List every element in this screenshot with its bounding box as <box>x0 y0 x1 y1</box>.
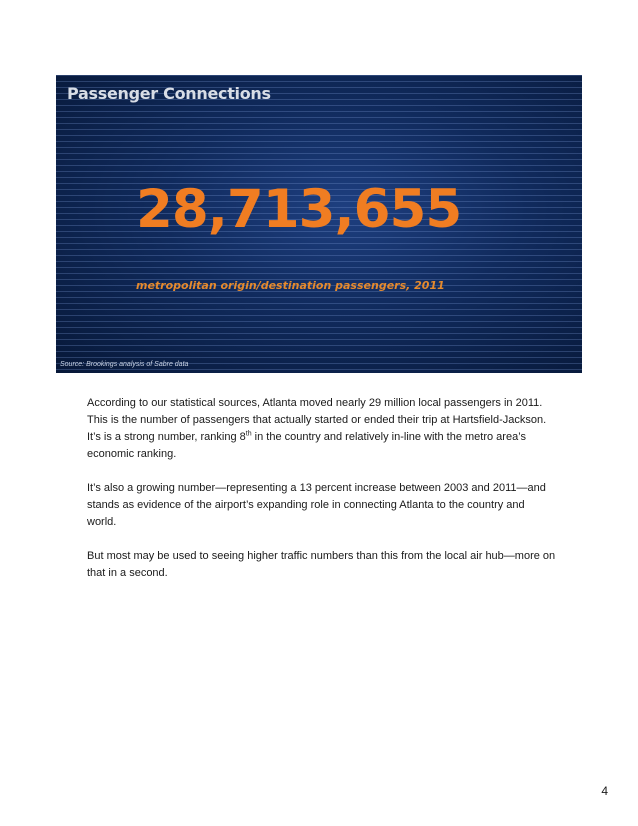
slide-image <box>56 75 582 373</box>
notes-paragraph-2: It’s also a growing number—representing a 13 percent increase between 2003 and 2011—and stands as evidence of the airport’s expanding role in connecting Atlanta to the country and world. <box>87 482 546 528</box>
notes-p1-text-end: in the country and relatively in-line with the metro area’s economic ranking. <box>87 431 526 460</box>
page-number: 4 <box>601 784 608 798</box>
ordinal-suffix: th <box>245 430 252 438</box>
figure-caption: metropolitan origin/destination passengers, 2011 <box>136 279 445 292</box>
notes-p1-text: According to our statistical sources, Atlanta moved nearly 29 million local passengers in 2011. This is the number of passengers that actually started or ended their trip at Hartsfield-Jackson. It’s is a strong number, ranking 8 <box>87 397 547 443</box>
notes-paragraph-3: But most may be used to seeing higher traffic numbers than this from the local air hub—more on that in a second. <box>87 550 556 579</box>
slide-title: Passenger Connections <box>67 84 271 103</box>
speaker-notes <box>87 395 557 599</box>
source-note: Source: Brookings analysis of Sabre data <box>60 361 189 368</box>
notes-paragraph-1 <box>87 395 557 463</box>
passenger-count-figure: 28,713,655 <box>136 179 462 240</box>
